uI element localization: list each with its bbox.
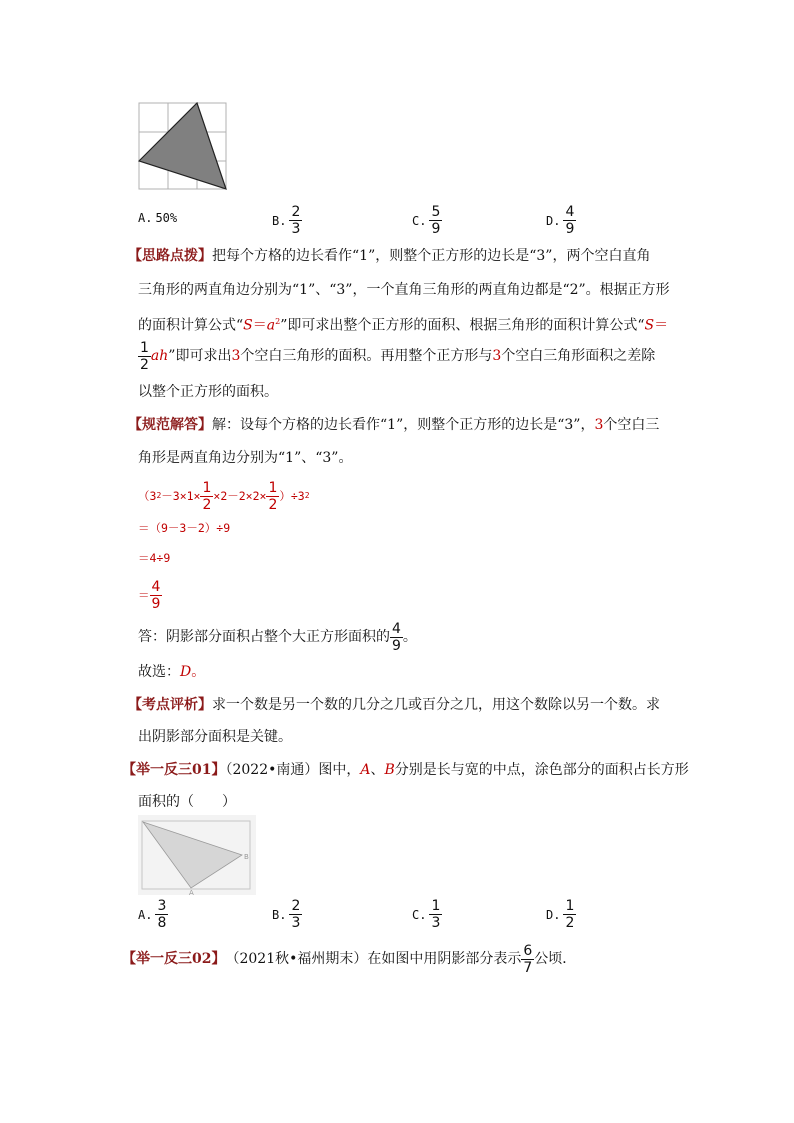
numerator: 1 [565,898,575,914]
hint-text: 把每个方格的边长看作“1”，则整个正方形的边长是“3”，两个空白直角 [212,248,651,264]
hint-number: 3 [231,348,241,364]
denominator: 9 [565,221,575,237]
denominator: 2 [140,356,149,373]
option-value: 50% [155,211,178,225]
example-tag: 【举一反三02】 [122,951,226,967]
formula-s: S [644,317,655,334]
conclusion-fraction [390,621,403,654]
example-2-line [122,940,576,978]
example-tag: 【举一反三01】 [122,762,226,778]
answer-text: 角形是两直角边分别为“1”、“3”。 [138,450,353,466]
denominator: 8 [157,915,167,931]
hint-line-5 [138,382,278,402]
hint-line-1 [128,246,650,266]
example-text: 面积的（ ） [138,794,236,810]
option-d[interactable] [546,204,576,237]
option-letter: A. [138,211,153,225]
answer-tag: 【规范解答】 [128,417,212,433]
denominator: 3 [291,221,301,237]
eq-part: ）÷3 [279,489,305,503]
equation-1 [138,478,310,514]
example-text: （2022•南通）图中， [225,762,361,778]
example-fraction [521,943,534,976]
option-letter: B. [272,907,287,922]
option-d[interactable] [546,898,576,931]
option-a[interactable] [138,208,177,228]
eq-text: ＝4÷9 [138,551,171,565]
numerator: 6 [523,942,533,959]
choice-text: 故选： [138,664,180,680]
eq-text: ＝ [138,588,150,602]
formula-half [138,340,151,373]
hint-text: ”即可求出整个正方形的面积、根据三角形的面积计算公式“ [280,317,645,334]
eq-text: ＝（9－3－2）÷9 [138,521,231,535]
example-text: 分别是长与宽的中点，涂色部分的面积占长方形 [394,762,689,778]
denominator: 7 [523,959,533,976]
fig-label-b: B [244,853,249,861]
eq-part: ×2－2×2× [213,489,267,503]
option-fraction [563,898,576,931]
numerator: 1 [140,339,149,356]
option-fraction [429,898,442,931]
eq-fraction [266,480,279,513]
formula-exponent: 2 [275,317,281,326]
option-c[interactable] [412,898,442,931]
denominator: 2 [565,915,575,931]
option-c[interactable] [412,204,442,237]
hint-line-3 [138,312,668,336]
denominator: 9 [431,221,441,237]
option-a[interactable] [138,898,168,931]
analysis-text: 出阴影部分面积是关键。 [138,729,292,745]
eq-part: （3 [138,489,157,503]
option-letter: B. [272,213,287,228]
hint-number: 3 [492,348,502,364]
hint-text: ”即可求出 [168,348,232,364]
eq-exponent: 2 [304,491,310,500]
conclusion-text: 答：阴影部分面积占整个大正方形面积的 [138,629,390,645]
numerator: 2 [291,204,301,220]
denominator: 2 [202,496,212,513]
hint-text: 三角形的两直角边分别为“1”、“3”，一个直角三角形的两直角边都是“2”。根据正方形 [138,282,670,298]
option-letter: C. [412,907,427,922]
numerator: 4 [565,204,575,220]
option-fraction [429,204,442,237]
analysis-tag: 【考点评析】 [128,697,212,713]
conclusion-text: 。 [402,629,417,645]
fig-label-a: A [189,889,194,895]
denominator: 9 [392,637,401,654]
eq-exponent: 2 [156,491,162,500]
denominator: 9 [151,595,161,612]
formula-eq: ＝ [654,317,669,334]
option-fraction [289,898,302,931]
numerator: 1 [202,479,212,496]
rectangle-triangle-figure [138,815,256,895]
numerator: 4 [392,620,401,637]
option-fraction [563,204,576,237]
option-letter: C. [412,213,427,228]
example-1-line-1 [122,760,689,780]
numerator: 1 [268,479,278,496]
numerator: 2 [291,898,301,914]
equation-3 [138,548,170,568]
option-letter: D. [546,213,561,228]
choice-text: 。 [191,664,206,680]
conclusion-line [138,618,417,656]
equation-2 [138,518,230,538]
hint-text: 个空白三角形面积之差除 [501,348,656,364]
point-label-b: B [384,762,395,778]
answer-text: 解：设每个方格的边长看作“1”，则整个正方形的边长是“3”， [212,417,595,433]
denominator: 2 [268,496,278,513]
hint-line-4 [138,338,655,374]
q1-options [138,204,698,240]
numerator: 5 [431,204,441,220]
example-1-line-2 [138,792,236,812]
example-text: 、 [370,762,385,778]
point-label-a: A [360,762,371,778]
answer-text: 个空白三 [603,417,660,433]
answer-number: 3 [594,417,604,433]
denominator: 3 [431,915,441,931]
numerator: 1 [431,898,441,914]
option-fraction [155,898,168,931]
hint-text: 以整个正方形的面积。 [138,384,278,400]
option-b[interactable] [272,898,302,931]
shaded-triangle [139,103,226,189]
formula-ah: ah [150,348,169,364]
example-text: （2021秋•福州期末）在如图中用阴影部分表示 [225,951,522,967]
hint-text: 的面积计算公式“ [138,317,244,334]
choice-line [138,662,205,682]
example-text: 公顷． [534,951,577,967]
choice-letter: D [180,664,192,680]
option-fraction [289,204,302,237]
eq-fraction [200,480,213,513]
grid-triangle-figure [138,102,230,192]
formula-a: a [266,317,276,334]
hint-text: 个空白三角形的面积。再用整个正方形与 [240,348,493,364]
hint-tag: 【思路点拨】 [128,248,212,264]
answer-line-2 [138,448,352,468]
example-1-options [138,898,698,936]
option-letter: A. [138,907,153,922]
formula-eq: ＝ [252,317,267,334]
formula-s: S [243,317,253,334]
numerator: 3 [157,898,167,914]
numerator: 4 [151,578,161,595]
eq-fraction [150,579,163,612]
equation-4 [138,576,162,614]
analysis-line-2 [138,727,292,747]
hint-line-2 [138,280,670,300]
answer-line-1 [128,415,659,435]
denominator: 3 [291,915,301,931]
analysis-line-1 [128,695,660,715]
option-b[interactable] [272,204,302,237]
eq-part: －3×1× [161,489,201,503]
option-letter: D. [546,907,561,922]
analysis-text: 求一个数是另一个数的几分之几或百分之几，用这个数除以另一个数。求 [212,697,660,713]
